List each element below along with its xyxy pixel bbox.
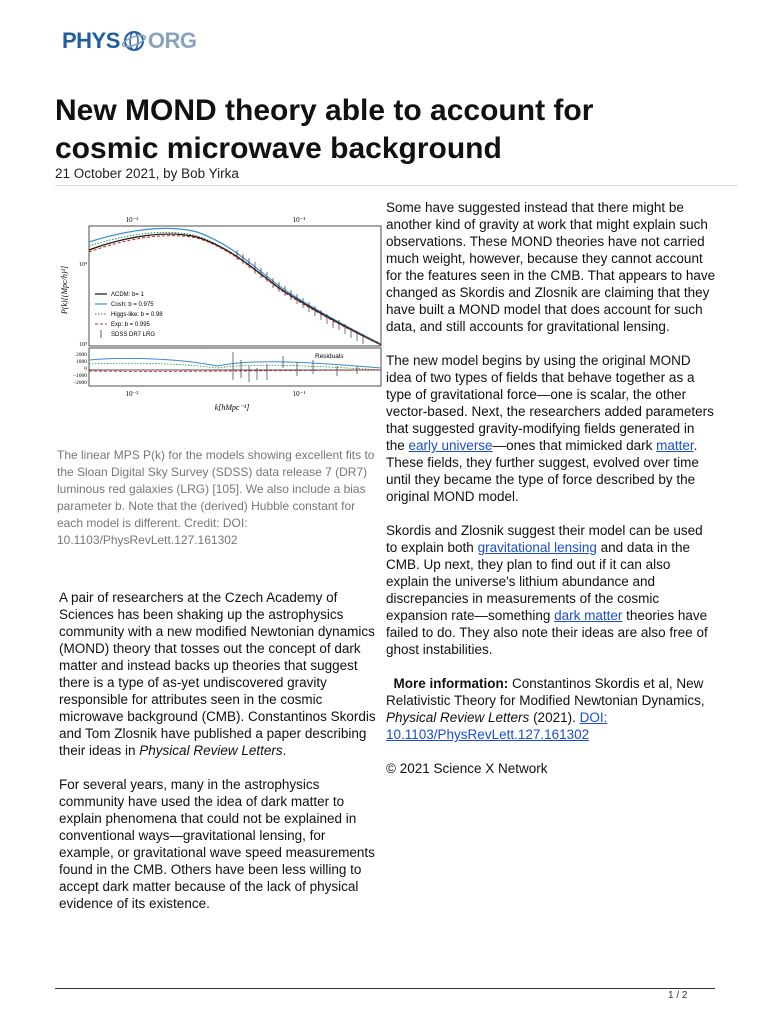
copyright: © 2021 Science X Network — [386, 761, 548, 776]
paragraph: For several years, many in the astrophysics community have used the idea of dark matter to explain phenomena that could not be explained in conventional ways—gravitational lensing, for example, or gravitational wave speed measurements found in the CMB. Others have been less willing to accept dark matter because of the lack of physical evidence of its existence. — [59, 777, 375, 911]
link-gravitational-lensing[interactable]: gravitational lensing — [477, 540, 597, 555]
curve-lcdm — [89, 234, 381, 345]
power-spectrum-figure — [57, 210, 383, 420]
residual-y-tick: 2000 — [76, 352, 87, 358]
legend-entry: Cosh: b = 0.975 — [111, 302, 154, 308]
figure-caption: The linear MPS P(k) for the models showing excellent fits to the Sloan Digital Sky Survey (SDSS) data release 7 (DR7) luminous red galaxies (LRG) [105]. We also include a bias parameter b. Note that the (derived) Hubble constant for each model is different. Credit: DOI: 10.1103/PhysRevLett.127.161302 — [57, 448, 375, 547]
residual-y-tick: 0 — [84, 366, 87, 372]
article-title: New MOND theory able to account for cosmic microwave background — [55, 94, 594, 165]
text-run: —ones that mimicked dark — [492, 438, 657, 453]
text-run: (2021). — [529, 710, 580, 725]
x-axis-label: k[hMpc⁻¹] — [214, 403, 250, 412]
journal-name: Physical Review Letters — [139, 743, 283, 758]
text-run: Skordis and Zlosnik suggest their model can be used to explain both — [386, 523, 703, 555]
residual-y-tick: −1000 — [72, 373, 87, 379]
paragraph: Some have suggested instead that there might be another kind of gravity at work that might explain such observations. These MOND theories have not carried much weight, however, because they cannot account for the features seen in the CMB. That appears to have changed as Skordis and Zlosnik are claiming that they have built a MOND model that does account for such data, and still accounts for gravitational lensing. — [386, 200, 716, 334]
logo-text-org: ORG — [147, 28, 197, 53]
legend-entry: Higgs-like: b = 0.98 — [111, 312, 163, 318]
text-run: and data in the CMB. Up next, they plan to find out if it can also explain the universe's lithium abundance and discrepancies in measurements of the cosmic expansion rate—something — [386, 540, 690, 623]
link-doi[interactable]: DOI: 10.1103/PhysRevLett.127.161302 — [386, 710, 608, 742]
right-column — [386, 199, 716, 794]
text-run: Constantinos Skordis et al, New Relativistic Theory for Modified Newtonian Dynamics, — [386, 676, 705, 708]
y-tick-label: 10⁴ — [78, 262, 87, 268]
article-byline: 21 October 2021, by Bob Yirka — [55, 166, 239, 181]
site-logo[interactable] — [62, 26, 197, 56]
page-number: 1 / 2 — [668, 990, 688, 1001]
residual-y-tick: 1000 — [76, 359, 87, 365]
paragraph — [386, 522, 716, 658]
logo-text-phys: PHYS — [62, 28, 120, 53]
link-matter[interactable]: matter — [656, 438, 694, 453]
legend — [95, 292, 163, 338]
paragraph — [386, 352, 716, 505]
y-tick-label: 10³ — [79, 342, 87, 348]
more-information-label: More information: — [393, 676, 509, 691]
legend-entry: SDSS DR7 LRG — [111, 332, 156, 338]
legend-entry: Exp: b = 0.995 — [111, 322, 150, 328]
link-dark-matter[interactable]: dark matter — [554, 608, 623, 623]
text-run: theories have failed to do. They also note their ideas are also free of ghost instabilities. — [386, 608, 708, 657]
top-tick-label: 10⁻¹ — [292, 216, 306, 224]
residuals-label: Residuals — [315, 353, 344, 360]
sdss-data-points — [237, 250, 363, 344]
footer-divider — [55, 988, 715, 989]
text-run: The new model begins by using the original MOND idea of two types of fields that behave together as a type of gravitational force—one is scalar, the other vector-based. Next, the researchers added parameters that suggested gravity-modifying fields generated in the — [386, 353, 714, 453]
text-run: A pair of researchers at the Czech Academy of Sciences has been shaking up the astrophysics community with a new modified Newtonian dynamics (MOND) theory that tosses out the concept of dark matter and instead backs up theories that suggest there is a type of as-yet undiscovered gravity responsible for attributes seen in the cosmic microwave background (CMB). Constantinos Skordis and Tom Zlosnik have published a paper describing their ideas in — [59, 590, 376, 758]
left-column — [59, 589, 379, 929]
legend-entry: ΛCDM: b= 1 — [111, 292, 144, 298]
text-run: . — [282, 743, 287, 758]
main-panel-frame — [89, 226, 381, 346]
bottom-tick-label: 10⁻² — [125, 390, 139, 398]
more-information — [386, 675, 716, 743]
y-axis-label: P(k)[(Mpc/h)³] — [60, 265, 69, 315]
top-tick-label: 10⁻² — [125, 216, 139, 224]
journal-name: Physical Review Letters — [386, 710, 530, 725]
paragraph — [59, 589, 379, 759]
text-run: . These fields, they further suggest, evolved over time until they became the type of force described by the original MOND model. — [386, 438, 699, 504]
globe-icon — [121, 28, 147, 54]
header-divider — [55, 185, 738, 186]
bottom-tick-label: 10⁻¹ — [292, 390, 306, 398]
residual-y-tick: −2000 — [72, 380, 87, 386]
link-early-universe[interactable]: early universe — [408, 438, 493, 453]
